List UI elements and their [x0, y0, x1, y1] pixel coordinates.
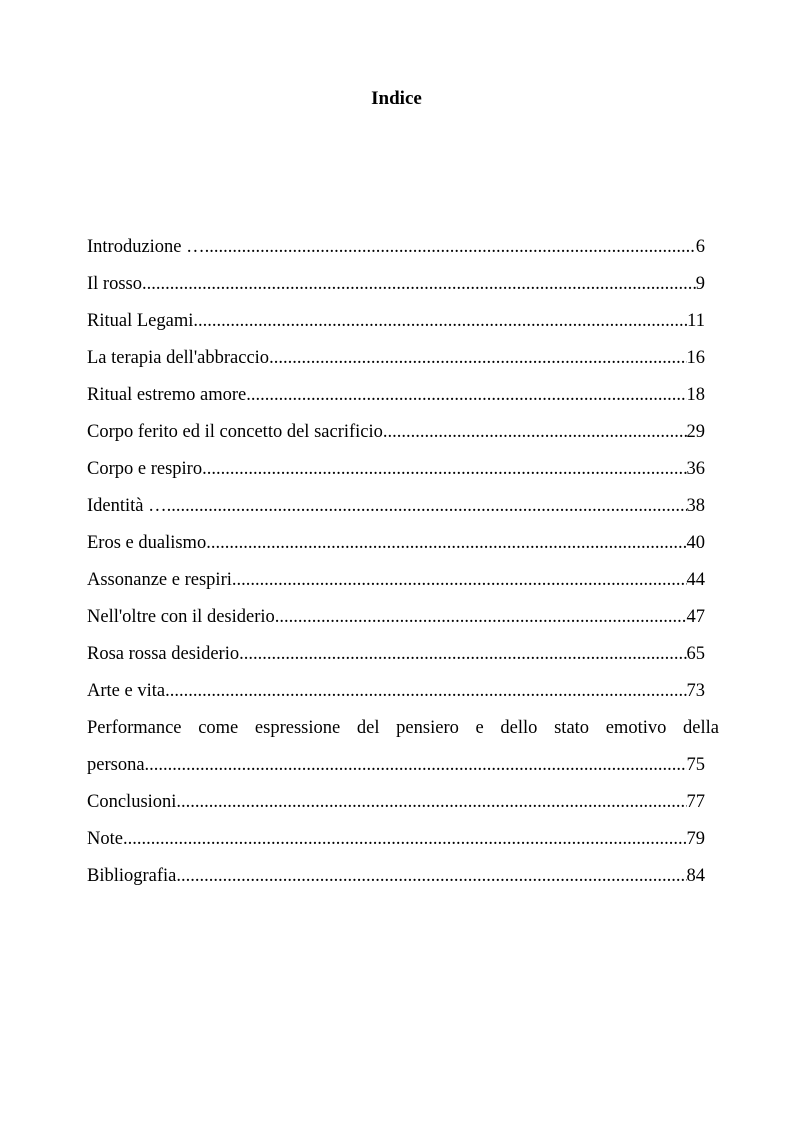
toc-entry-oltre-desiderio[interactable] [87, 599, 719, 636]
dot-leader [167, 488, 687, 525]
toc-entry-page: 65 [686, 644, 705, 664]
dot-leader [205, 229, 696, 266]
dot-leader [239, 636, 686, 673]
toc-entry-page: 9 [695, 274, 705, 294]
toc-entry-introduzione[interactable] [87, 229, 719, 266]
toc-entry-page: 84 [686, 866, 705, 886]
toc-entry-terapia-abbraccio[interactable] [87, 340, 719, 377]
toc-entry-title: Introduzione … [87, 237, 205, 257]
toc-entry-ritual-legami[interactable] [87, 303, 719, 340]
toc-entry-performance-line2[interactable] [87, 747, 719, 784]
dot-leader [193, 303, 687, 340]
dot-leader [176, 858, 686, 895]
dot-leader [232, 562, 687, 599]
toc-entry-page: 16 [686, 348, 705, 368]
toc-entry-title: Rosa rossa desiderio [87, 644, 240, 664]
toc-entry-title: Identità … [87, 496, 167, 516]
dot-leader [176, 784, 686, 821]
toc-entry-page: 77 [686, 792, 705, 812]
toc-entry-title: Ritual Legami [87, 311, 194, 331]
toc-entry-title: Note [87, 829, 123, 849]
toc-entry-ritual-estremo-amore[interactable] [87, 377, 719, 414]
dot-leader [165, 673, 686, 710]
dot-leader [269, 340, 686, 377]
toc-entry-page: 29 [686, 422, 705, 442]
dot-leader [142, 266, 696, 303]
toc-entry-title: Bibliografia [87, 866, 177, 886]
table-of-contents [87, 229, 719, 895]
toc-entry-page: 47 [686, 607, 705, 627]
toc-entry-bibliografia[interactable] [87, 858, 719, 895]
toc-entry-performance-line1[interactable] [87, 710, 719, 747]
toc-entry-title: Eros e dualismo [87, 533, 207, 553]
dot-leader [123, 821, 687, 858]
toc-entry-title: Nell'oltre con il desiderio [87, 607, 275, 627]
toc-entry-page: 38 [686, 496, 705, 516]
toc-entry-rosa-rossa[interactable] [87, 636, 719, 673]
toc-entry-title: La terapia dell'abbraccio [87, 348, 270, 368]
toc-entry-title: Arte e vita [87, 681, 166, 701]
toc-entry-title: Corpo ferito ed il concetto del sacrificio [87, 422, 383, 442]
page-title: Indice [371, 88, 422, 109]
toc-entry-page: 75 [686, 755, 705, 775]
toc-entry-title: Performance come espressione del pensiero e dello stato emotivo della [87, 718, 719, 738]
toc-entry-il-rosso[interactable] [87, 266, 719, 303]
dot-leader [275, 599, 687, 636]
toc-entry-assonanze-respiri[interactable] [87, 562, 719, 599]
toc-entry-page: 44 [686, 570, 705, 590]
dot-leader [383, 414, 687, 451]
toc-entry-page: 6 [695, 237, 705, 257]
toc-entry-title: Assonanze e respiri [87, 570, 232, 590]
toc-entry-corpo-ferito[interactable] [87, 414, 719, 451]
dot-leader [202, 451, 686, 488]
dot-leader [206, 525, 686, 562]
dot-leader [246, 377, 686, 414]
toc-entry-title: persona [87, 755, 145, 775]
toc-entry-title: Ritual estremo amore [87, 385, 247, 405]
toc-entry-conclusioni[interactable] [87, 784, 719, 821]
toc-entry-page: 11 [687, 311, 705, 331]
toc-entry-page: 73 [686, 681, 705, 701]
dot-leader [145, 747, 687, 784]
toc-entry-page: 18 [686, 385, 705, 405]
toc-entry-note[interactable] [87, 821, 719, 858]
toc-entry-page: 40 [686, 533, 705, 553]
toc-entry-arte-vita[interactable] [87, 673, 719, 710]
toc-entry-page: 36 [686, 459, 705, 479]
toc-entry-title: Conclusioni [87, 792, 177, 812]
toc-entry-page: 79 [686, 829, 705, 849]
toc-entry-identita[interactable] [87, 488, 719, 525]
toc-entry-title: Corpo e respiro [87, 459, 203, 479]
toc-entry-title: Il rosso [87, 274, 142, 294]
toc-entry-corpo-respiro[interactable] [87, 451, 719, 488]
toc-entry-eros-dualismo[interactable] [87, 525, 719, 562]
